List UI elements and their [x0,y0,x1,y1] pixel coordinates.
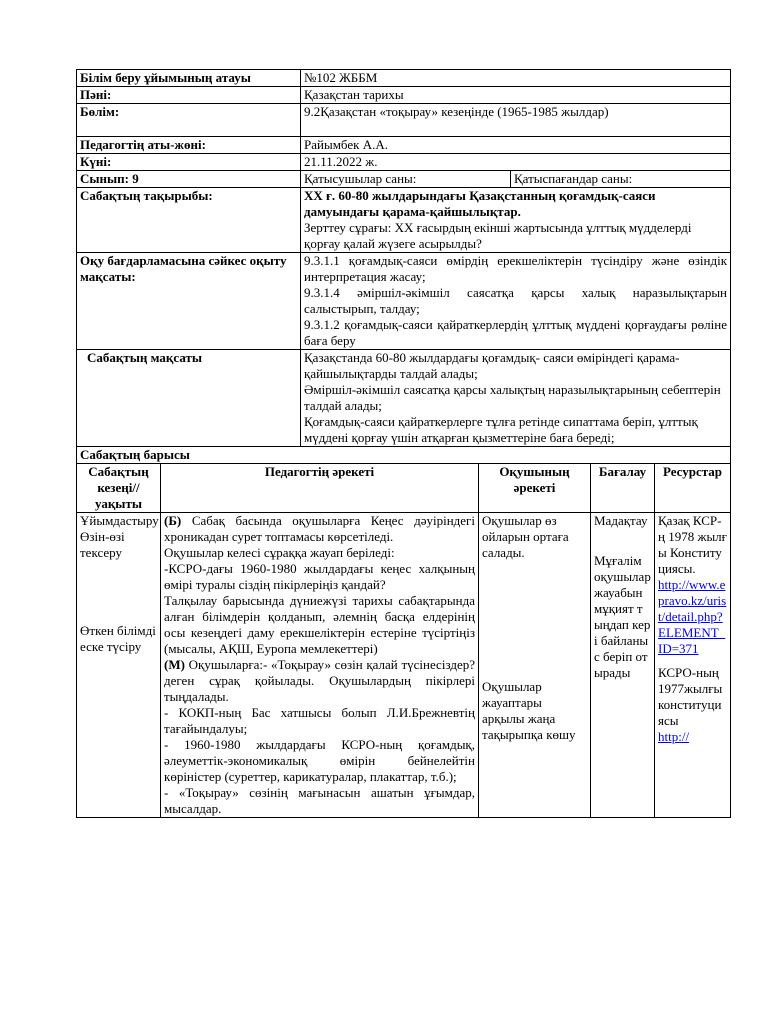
topic-cell [301,188,731,253]
header-assessment: Бағалау [591,464,655,513]
level-tag: (М) [164,657,185,672]
teacher-paragraph: Оқушылар келесі сұраққа жауап беріледі: [164,545,395,560]
info-row-section [77,104,731,137]
header-student: Оқушының әрекеті [479,464,591,513]
lesson-info-table [76,69,731,447]
absent-count: Қатыспағандар саны: [511,171,731,188]
info-value: №102 ЖББМ [301,70,731,87]
aim-item: Қазақстанда 60-80 жылдардағы қоғамдық- саяси өміріндегі қарама-қайшылықтарды талдай алады; [304,350,680,381]
header-resources: Ресурстар [655,464,731,513]
progress-title-row [77,447,731,464]
stage-cell [77,513,161,818]
info-row-school [77,70,731,87]
research-question: Зерттеу сұрағы: ХХ ғасырдың екінші жартысында ұлттық мүдделерді қорғау қалай жүзеге асырылды? [304,220,692,251]
aim-item: Қоғамдық-саяси қайраткерлерге тұлға ретінде сипаттама беріп, ұлттық мүддені қорғау үшін атқарған қызметтеріне баға береді; [304,414,698,445]
teacher-activity-cell [161,513,479,818]
resource-text: Қазақ КСР-ң 1978 жылғы Конституциясы. [658,513,727,576]
aim-item: Әміршіл-әкімшіл саясатқа қарсы халықтың наразылықтарының себептерін талдай алады; [304,382,721,413]
resource-link[interactable]: http:// [658,729,690,744]
present-count: Қатысушылар саны: [301,171,511,188]
resource-link[interactable]: http://www.epravo.kz/urist/detail.php?ELEMENT_ID=371 [658,577,727,656]
info-label: Күні: [77,154,301,171]
info-row-subject [77,87,731,104]
teacher-bullet: - «Тоқырау» сөзінің мағынасын ашатын ұғымдар, мысалдар. [164,785,475,816]
aims-label: Сабақтың мақсаты [77,350,301,447]
info-label: Педагогтің аты-жөні: [77,137,301,154]
lesson-plan-document [76,69,730,818]
lesson-progress-table [76,446,731,818]
info-label: Білім беру ұйымының атауы [77,70,301,87]
resource-text: КСРО-ның 1977жылғы конституциясы [658,665,723,728]
aims-row [77,350,731,447]
info-label: Бөлім: [77,104,301,137]
topic-title: ХХ ғ. 60-80 жылдарындағы Қазақстанның қоғамдық-саяси дамуындағы қарама-қайшылықтар. [304,188,656,219]
class-label: Сынып: 9 [77,171,301,188]
level-tag: (Б) [164,513,182,528]
objectives-label: Оқу бағдарламасына сәйкес оқыту мақсаты: [77,253,301,350]
info-value: Райымбек А.А. [301,137,731,154]
topic-label: Сабақтың тақырыбы: [77,188,301,253]
student-activity: Оқушылар өз ойларын ортаға салады. [482,513,569,560]
progress-title: Сабақтың барысы [77,447,731,464]
stage-organization: Ұйымдастыру Өзін-өзі тексеру [80,513,159,560]
header-stage: Сабақтың кезеңі//уақыты [77,464,161,513]
aims-cell [301,350,731,447]
student-activity-cell [479,513,591,818]
teacher-paragraph: (Б) Сабақ басында оқушыларға Кеңес дәуіріндегі хроникадан сурет топтамасы көрсетіледі. [164,513,475,544]
progress-stage-row [77,513,731,818]
student-activity: Оқушылар жауаптары арқылы жаңа тақырыпқа көшу [482,679,576,742]
topic-row [77,188,731,253]
teacher-bullet: - 1960-1980 жылдардағы КСРО-ның қоғамдық, әлеуметтік-экономикалық өмірін бейнелейтін көріністер (суреттер, карикатуралар, плакаттар, т.б.); [164,737,475,784]
teacher-paragraph: Талқылау барысында дүниежүзі тарихы сабақтарында алған білімдерін қолданып, әлемнің басқа елдерінің осы кезеңдегі даму ерекшеліктерін естеріне түсіртіңіз (мысалы, АҚШ, Еуропа мемлекеттері) [164,593,475,656]
progress-header-row [77,464,731,513]
assessment-item: Мадақтау [594,513,648,528]
resources-cell [655,513,731,818]
info-value: Қазақстан тарихы [301,87,731,104]
assessment-item: Мұғалім оқушылар жауабын мұқият тыңдап кері байланыс беріп отырады [594,553,651,680]
teacher-bullet: - КОКП-ның Бас хатшысы болып Л.И.Брежневтің тағайындалуы; [164,705,475,736]
objective-item: 9.3.1.4 әміршіл-әкімшіл саясатқа қарсы халық наразылықтарын салыстырып, талдау; [304,285,728,316]
stage-recall: Өткен білімді еске түсіру [80,623,156,654]
info-row-teacher [77,137,731,154]
objectives-cell [301,253,731,350]
teacher-paragraph: -КСРО-дағы 1960-1980 жылдардағы кеңес халқының өмірі туралы сіздің пікірлеріңіз қандай? [164,561,475,592]
objective-item: 9.3.1.1 қоғамдық-саяси өмірдің ерекшеліктерін түсіндіру және өзіндік интерпретация жасау; [304,253,728,284]
info-row-date [77,154,731,171]
info-value: 9.2Қазақстан «тоқырау» кезеңінде (1965-1985 жылдар) [301,104,731,137]
assessment-cell [591,513,655,818]
objectives-row [77,253,731,350]
objective-item: 9.3.1.2 қоғамдық-саяси қайраткерлердің ұлттық мүддені қорғаудағы рөліне баға беру [304,317,728,348]
teacher-paragraph: (М) Оқушыларға:- «Тоқырау» сөзін қалай түсінесіздер? деген сұрақ қойылады. Оқушылардың пікірлері тыңдалады. [164,657,475,704]
info-label: Пәні: [77,87,301,104]
info-value: 21.11.2022 ж. [301,154,731,171]
class-row [77,171,731,188]
header-teacher: Педагогтің әрекеті [161,464,479,513]
